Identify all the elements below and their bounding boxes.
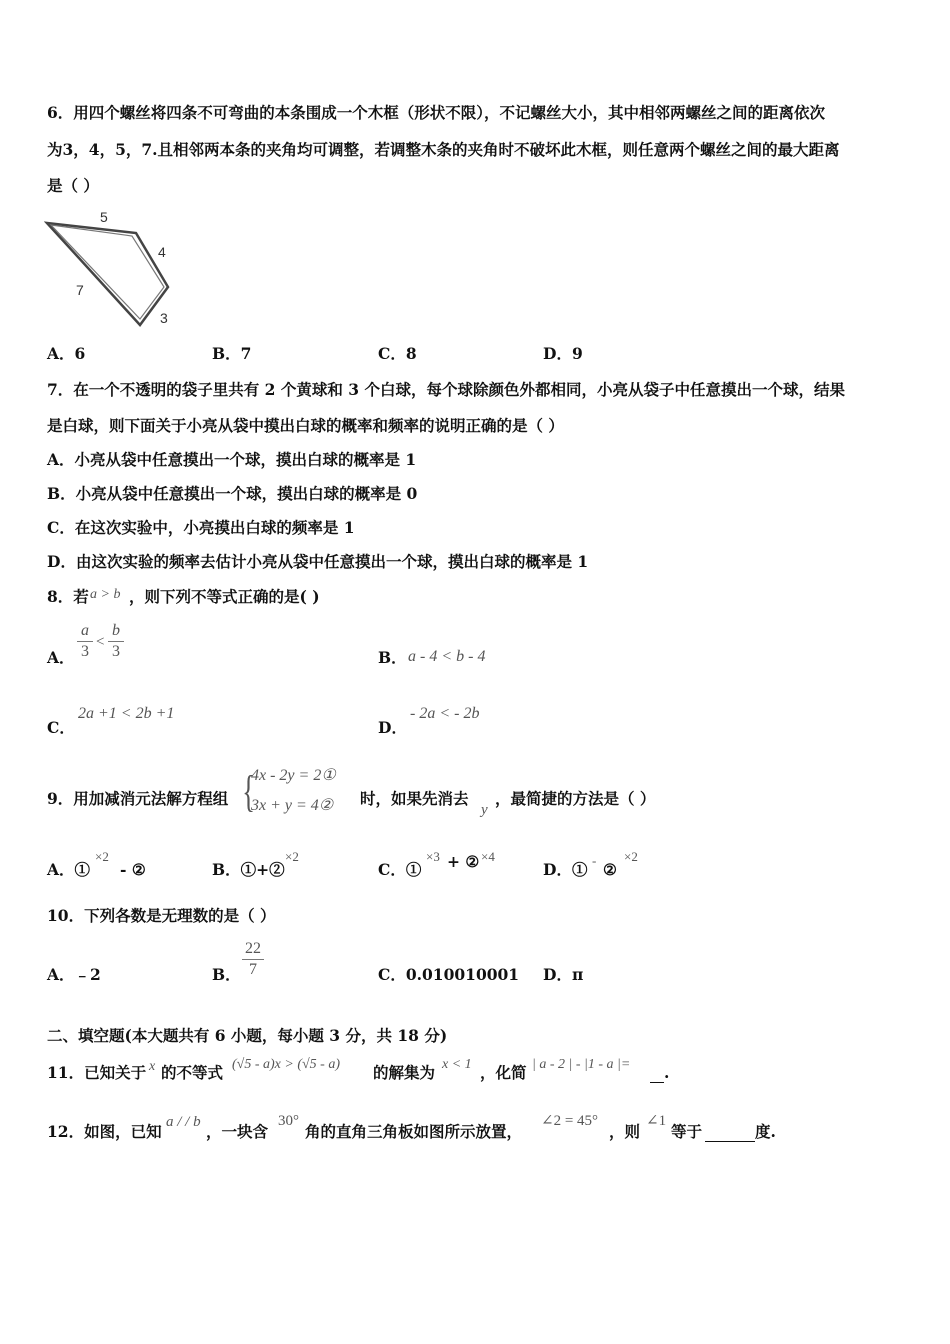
figure-label-bottom: 3 [160,310,168,326]
section-2-heading: 二、填空题(本大题共有 6 小题，每小题 3 分，共 18 分) [47,1026,448,1045]
q10-option-a[interactable]: A．﹣2 [47,965,101,984]
q11-solution: x < 1 [442,1057,472,1072]
q8-option-a-label[interactable]: A． [47,648,75,667]
q12-parallel: a / / b [166,1114,201,1130]
q9-system-brace: { [242,767,255,816]
q6-line3: 是（ ） [47,176,99,195]
q6-option-a[interactable]: A．6 [47,344,86,363]
q10-stem: 10．下列各数是无理数的是（ ） [47,906,276,925]
q9-equation-1: 4x - 2y = 2① [251,767,336,784]
q12-mid3: ，则 [609,1122,641,1141]
q7-line1: 7．在一个不透明的袋子里共有 2 个黄球和 3 个白球，每个球除颜色外都相同，小亮从袋子中任意摸出一个球，结果 [47,380,845,399]
q8-option-d-expr: - 2a < - 2b [410,705,480,722]
q12-angle-30: 30° [278,1113,299,1129]
q8-option-a-op: < [96,634,105,650]
q9-middle: 时，如果先消去 [360,789,469,808]
q6-option-b[interactable]: B．7 [212,344,252,363]
q6-line1: 6．用四个螺丝将四条不可弯曲的本条围成一个木框（形状不限），不记螺丝大小，其中相邻两螺丝之间的距离依次 [47,103,826,122]
q10-option-b-fraction: 22 7 [242,940,264,979]
q9-option-d[interactable]: D．① [543,860,588,879]
q9-option-a[interactable]: A．① [47,860,91,879]
q9-option-c-sup2: ×4 [481,849,495,864]
q7-option-b[interactable]: B．小亮从袋中任意摸出一个球，摸出白球的概率是 0 [47,484,418,503]
q7-option-a[interactable]: A．小亮从袋中任意摸出一个球，摸出白球的概率是 1 [47,450,417,469]
q9-suffix: ，最简捷的方法是（ ） [495,789,656,808]
q9-option-d-sup2: ×2 [624,849,638,864]
q11-inequality: (√5 - a)x > (√5 - a) [232,1057,341,1072]
q9-option-a-sup: ×2 [95,849,109,864]
q12-mid1: ，一块含 [206,1122,269,1141]
q8-condition: a > b [90,587,121,602]
q8-option-a-frac2: b 3 [108,622,124,661]
q7-option-d[interactable]: D．由这次实验的频率去估计小亮从袋中任意摸出一个球，摸出白球的概率是 1 [47,552,589,571]
q6-option-d[interactable]: D．9 [543,344,583,363]
q6-quadrilateral-figure [44,205,184,335]
q11-variable: x [149,1059,156,1074]
q9-option-b-sup: ×2 [285,849,299,864]
q10-option-d[interactable]: D．π [543,965,584,984]
q11-answer-blank[interactable] [650,1063,669,1083]
q12-prefix: 12．如图，已知 [47,1122,162,1141]
figure-label-right: 4 [158,244,166,260]
q9-option-c[interactable]: C．① [378,860,422,879]
q9-prefix: 9．用加减消元法解方程组 [47,789,229,808]
q9-option-d-rest: ② [603,860,617,879]
q8-option-d-label[interactable]: D． [378,718,407,737]
q11-end: . [664,1063,670,1082]
q9-equation-2: 3x + y = 4② [251,797,334,814]
q8-option-b-label[interactable]: B． [378,648,407,667]
q9-option-c-rest: + ② [447,852,480,871]
q6-line2: 为3，4，5，7.且相邻两本条的夹角均可调整，若调整木条的夹角时不破坏此木框，则任意两个螺丝之间的最大距离 [47,140,840,159]
q11-expression: | a - 2 | - |1 - a |= [532,1057,631,1072]
q12-mid4: 等于 [671,1122,703,1141]
q8-option-c-expr: 2a +1 < 2b +1 [78,705,175,722]
q9-option-b[interactable]: B．①+② [212,860,285,879]
q10-option-b-label[interactable]: B． [212,965,241,984]
q8-option-c-label[interactable]: C． [47,718,75,737]
q12-answer-blank[interactable] [705,1122,776,1142]
q12-angle-1: ∠1 [646,1113,667,1129]
q11-mid3: ，化简 [480,1063,527,1082]
q11-mid2: 的解集为 [373,1063,436,1082]
q11-mid1: 的不等式 [161,1063,224,1082]
q9-option-a-rest: - ② [120,860,146,879]
q8-suffix: ，则下列不等式正确的是( ) [129,587,320,606]
figure-label-left: 7 [76,282,84,298]
q12-end: 度. [755,1122,776,1141]
figure-label-top: 5 [100,209,108,225]
q12-angle-2: ∠2 = 45° [541,1113,599,1129]
q8-option-b-expr: a - 4 < b - 4 [408,648,486,665]
q12-mid2: 角的直角三角板如图所示放置， [305,1122,523,1141]
q7-option-c[interactable]: C．在这次实验中，小亮摸出白球的频率是 1 [47,518,355,537]
q6-option-c[interactable]: C．8 [378,344,417,363]
q8-option-a-frac1: a 3 [77,622,93,661]
q11-prefix: 11．已知关于 [47,1063,147,1082]
q7-line2: 是白球，则下面关于小亮从袋中摸出白球的概率和频率的说明正确的是（ ） [47,416,564,435]
q9-variable: y [481,802,488,818]
q9-option-c-sup: ×3 [426,849,440,864]
q9-option-d-sup: - [592,853,597,868]
q10-option-c[interactable]: C．0.010010001 [378,965,520,984]
q8-prefix: 8．若 [47,587,89,606]
